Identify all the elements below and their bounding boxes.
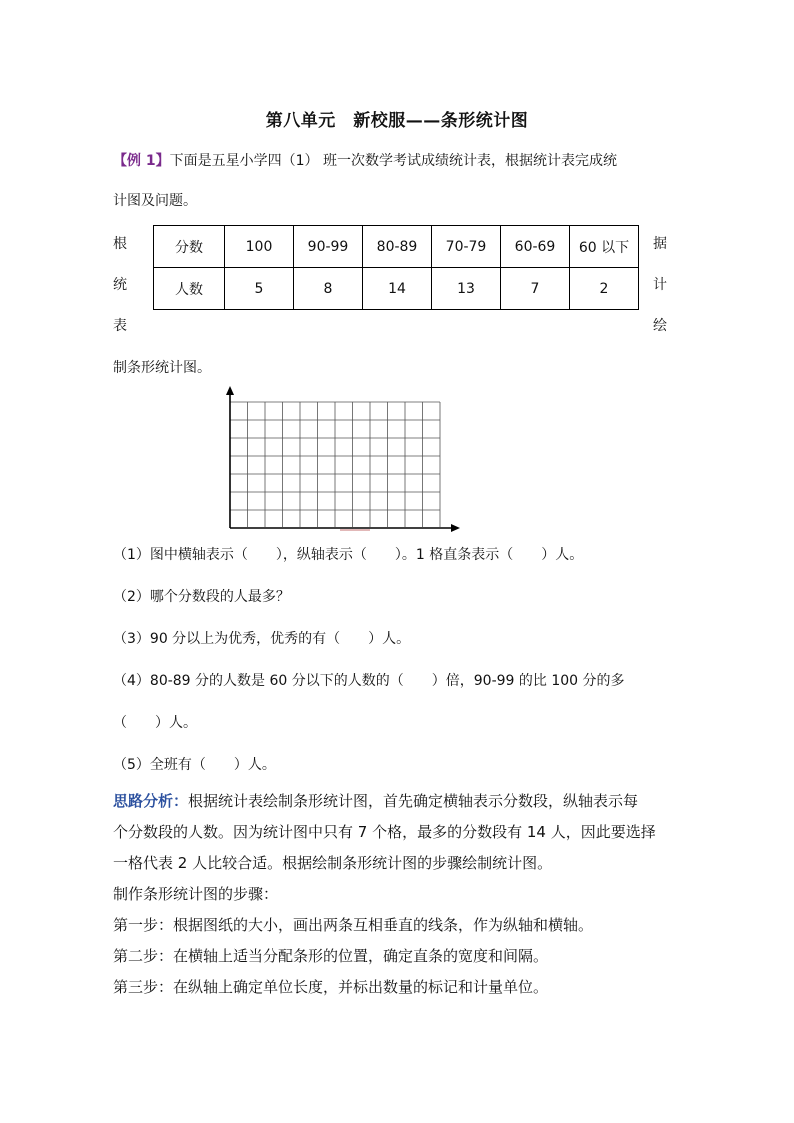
table-cell: 60 以下 <box>570 226 639 268</box>
page-title: 第八单元 新校服——条形统计图 <box>265 111 529 131</box>
table-header-cell: 人数 <box>154 268 225 310</box>
table-cell: 70-79 <box>432 226 501 268</box>
table-cell: 13 <box>432 268 501 310</box>
question-5: （5）全班有（ ）人。 <box>113 757 276 773</box>
step-3: 第三步：在纵轴上确定单位长度，并标出数量的标记和计量单位。 <box>113 978 549 996</box>
instruction-text: 制条形统计图。 <box>113 360 211 376</box>
score-statistics-table <box>153 225 639 310</box>
table-header-cell: 分数 <box>154 226 225 268</box>
table-cell: 2 <box>570 268 639 310</box>
example-tag: 【例 1】 <box>113 153 170 169</box>
example-intro-line-1 <box>113 150 617 170</box>
table-cell: 5 <box>225 268 294 310</box>
table-cell: 8 <box>294 268 363 310</box>
analysis-line-1 <box>113 790 638 811</box>
side-char-left-3: 表 <box>113 318 127 334</box>
table-cell: 100 <box>225 226 294 268</box>
analysis-label: 思路分析： <box>113 792 189 810</box>
analysis-text-1: 根据统计表绘制条形统计图，首先确定横轴表示分数段，纵轴表示每 <box>188 792 639 810</box>
table-row-scores <box>154 226 639 268</box>
side-char-right-3: 绘 <box>653 318 667 334</box>
side-char-left-2: 统 <box>113 277 127 293</box>
question-4: （4）80-89 分的人数是 60 分以下的人数的（ ）倍，90-99 的比 100 分的多 <box>113 673 625 689</box>
side-char-right-2: 计 <box>653 277 667 293</box>
step-2: 第二步：在横轴上适当分配条形的位置，确定直条的宽度和间隔。 <box>113 947 549 965</box>
y-axis-arrow-icon <box>226 386 234 395</box>
table-cell: 90-99 <box>294 226 363 268</box>
table-row-counts <box>154 268 639 310</box>
steps-title: 制作条形统计图的步骤： <box>113 885 279 903</box>
side-char-right-1: 据 <box>653 236 667 252</box>
question-2: （2）哪个分数段的人最多？ <box>113 589 290 605</box>
example-text-1: 下面是五星小学四（1） 班一次数学考试成绩统计表，根据统计表完成统 <box>169 153 617 169</box>
analysis-line-2: 个分数段的人数。因为统计图中只有 7 个格，最多的分数段有 14 人，因此要选择 <box>113 823 656 841</box>
blank-bar-chart-grid <box>210 385 470 535</box>
example-intro-line-2: 计图及问题。 <box>113 193 197 209</box>
analysis-line-3: 一格代表 2 人比较合适。根据绘制条形统计图的步骤绘制统计图。 <box>113 854 553 872</box>
grid-lines <box>230 402 440 527</box>
question-1: （1）图中横轴表示（ ），纵轴表示（ ）。1 格直条表示（ ）人。 <box>113 547 584 563</box>
side-char-left-1: 根 <box>113 236 127 252</box>
step-1: 第一步：根据图纸的大小，画出两条互相垂直的线条，作为纵轴和横轴。 <box>113 916 594 934</box>
table-cell: 60-69 <box>501 226 570 268</box>
question-3: （3）90 分以上为优秀，优秀的有（ ）人。 <box>113 631 411 647</box>
table-cell: 14 <box>363 268 432 310</box>
table-cell: 7 <box>501 268 570 310</box>
table-cell: 80-89 <box>363 226 432 268</box>
question-4-continued: （ ）人。 <box>113 715 197 731</box>
x-axis-arrow-icon <box>451 524 460 532</box>
